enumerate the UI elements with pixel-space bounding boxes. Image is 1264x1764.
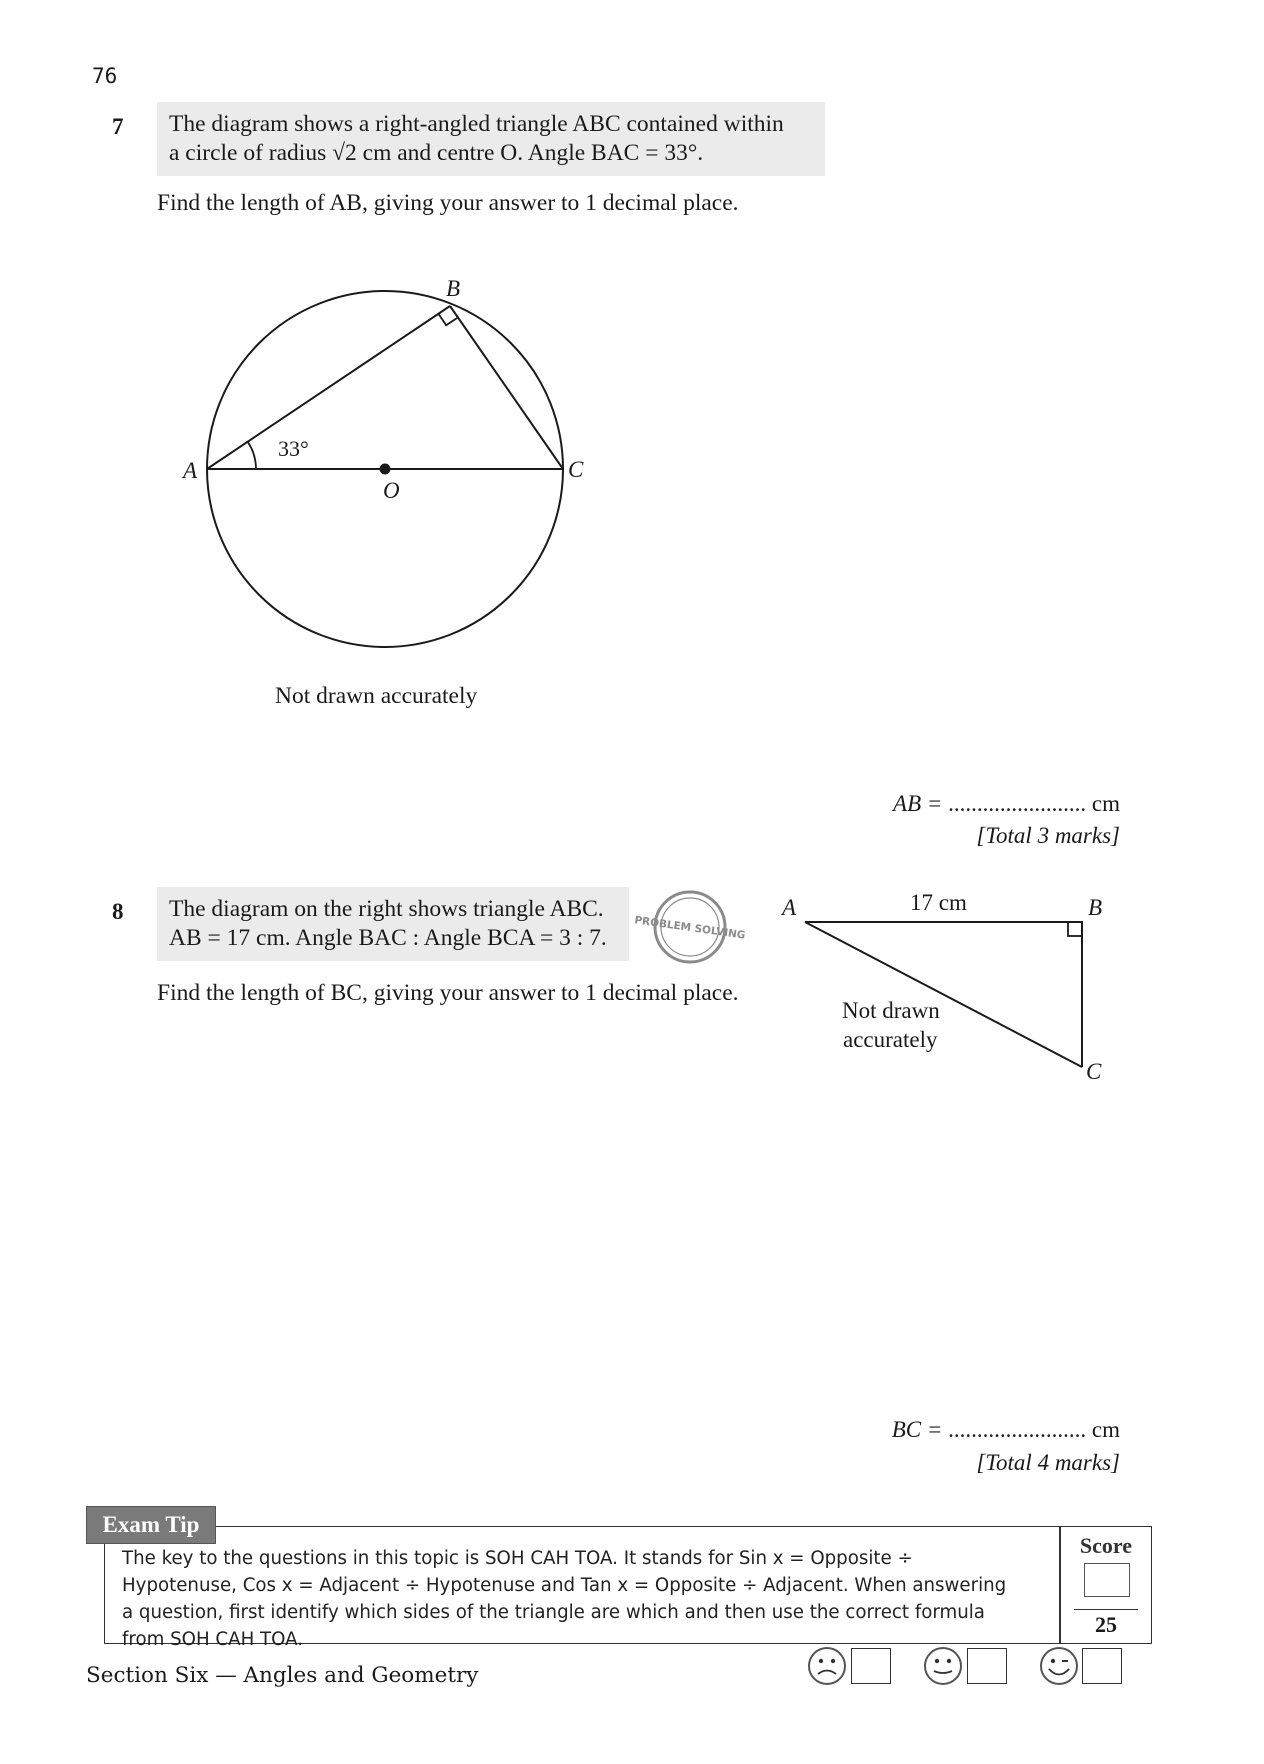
exam-tip-title: Exam Tip — [86, 1506, 216, 1544]
question-7-answer-label: AB = — [893, 791, 943, 816]
score-input[interactable] — [1084, 1563, 1130, 1597]
question-8-intro-line-2: AB = 17 cm. Angle BAC : Angle BCA = 3 : 7. — [169, 925, 607, 951]
question-8-answer-field[interactable]: ........................ — [948, 1417, 1087, 1442]
question-7-instruction: Find the length of AB, giving your answer to 1 decimal place. — [157, 190, 739, 216]
side-length-label: 17 cm — [910, 890, 967, 915]
question-7-number: 7 — [112, 114, 124, 139]
question-8-intro — [157, 887, 629, 961]
badge-text: PROBLEM SOLVING — [633, 914, 747, 942]
question-8-answer-line — [820, 1417, 1120, 1443]
vertex-c-label: C — [1086, 1059, 1102, 1084]
right-triangle-diagram — [770, 880, 1140, 1100]
exam-tip-text: The key to the questions in this topic is SOH CAH TOA. It stands for Sin x = Opposite ÷ Hypotenuse, Cos x = Adjacent ÷ Hypotenuse and Tan x = Opposite ÷ Adjacent. When answering a question, first identify which sides of the triangle are which and then use the correct formula from SOH CAH TOA. — [122, 1548, 1007, 1650]
question-8-intro-line-1: The diagram on the right shows triangle ABC. — [169, 896, 604, 922]
neutral-face-icon — [922, 1645, 964, 1687]
sad-face-icon — [806, 1645, 848, 1687]
angle-arc — [248, 442, 256, 469]
question-7-intro-line-2: a circle of radius √2 cm and centre O. Angle BAC = 33°. — [169, 140, 704, 166]
circle-triangle-diagram — [150, 260, 610, 730]
question-7-answer-field[interactable]: ........................ — [948, 791, 1087, 816]
question-7-intro — [157, 102, 825, 176]
vertex-b-label: B — [1088, 895, 1103, 920]
right-angle-marker — [1068, 922, 1082, 936]
question-7-answer-line — [820, 791, 1120, 817]
happy-face-checkbox[interactable] — [1082, 1648, 1122, 1684]
diagram-note-line-2: accurately — [843, 1027, 938, 1052]
question-7-intro-line-1: The diagram shows a right-angled triangle ABC contained within — [169, 111, 784, 137]
vertex-a-label: A — [183, 458, 198, 483]
question-8-instruction: Find the length of BC, giving your answer to 1 decimal place. — [157, 980, 739, 1006]
vertex-c-label: C — [568, 457, 584, 482]
problem-solving-badge — [633, 887, 747, 967]
question-8-total-marks: [Total 4 marks] — [976, 1450, 1120, 1475]
page-number: 76 — [92, 64, 118, 88]
right-angle-marker — [438, 314, 457, 326]
question-8-answer-unit: cm — [1091, 1417, 1120, 1442]
neutral-face-checkbox[interactable] — [967, 1648, 1007, 1684]
question-7-total-marks: [Total 3 marks] — [976, 823, 1120, 848]
centre-label: O — [383, 478, 400, 503]
score-divider — [1074, 1609, 1138, 1610]
section-footer: Section Six — Angles and Geometry — [86, 1663, 479, 1688]
question-7-diagram-note: Not drawn accurately — [275, 683, 478, 709]
angle-label: 33° — [278, 436, 309, 461]
diagram-note-line-1: Not drawn — [842, 998, 940, 1023]
centre-point — [380, 464, 391, 475]
question-8-number: 8 — [112, 899, 124, 924]
vertex-a-label: A — [782, 895, 797, 920]
happy-face-icon — [1038, 1645, 1080, 1687]
score-label: Score — [1079, 1533, 1133, 1558]
side-bc — [450, 306, 563, 469]
side-ab — [207, 306, 450, 469]
score-total: 25 — [1095, 1612, 1117, 1637]
question-7-answer-unit: cm — [1091, 791, 1120, 816]
question-8-answer-label: BC = — [891, 1417, 943, 1442]
vertex-b-label: B — [446, 276, 461, 301]
sad-face-checkbox[interactable] — [851, 1648, 891, 1684]
